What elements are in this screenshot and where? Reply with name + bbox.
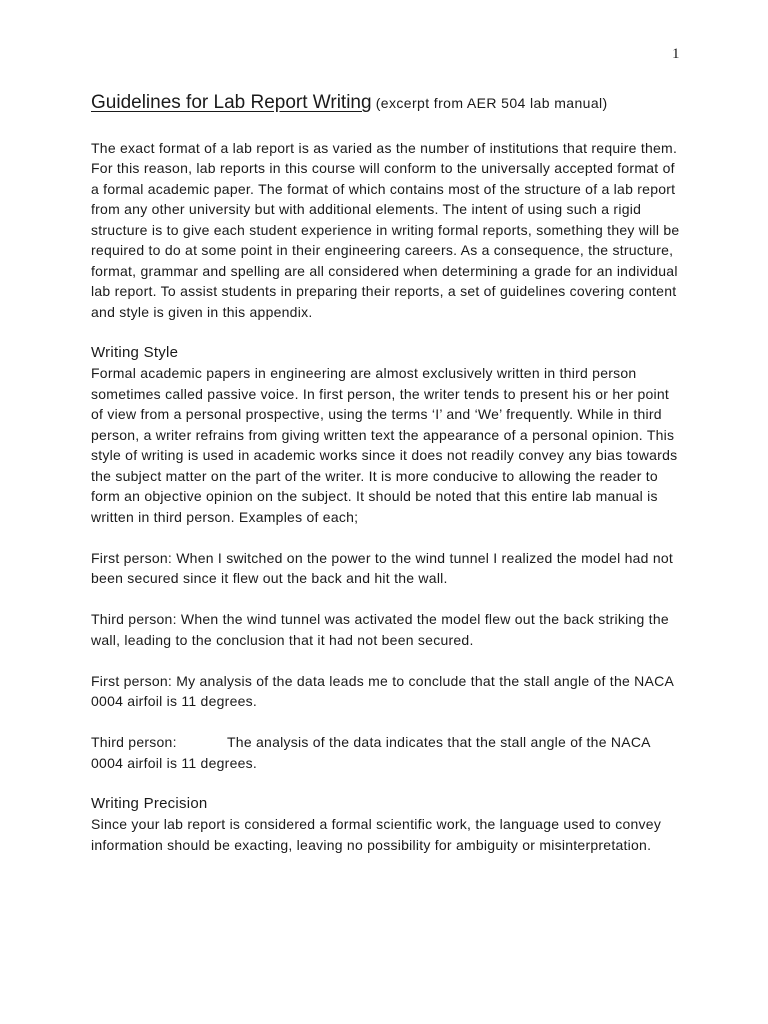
intro-paragraph: The exact format of a lab report is as varied as the number of institutions that require them. For this reason, lab reports in this course will conform to the universally accepted format of a formal academic paper. The format of which contains most of the structure of a lab report from any other university but with additional elements. The intent of using such a rigid structure is to give each student experience in writing formal reports, something they will be required to do at some point in their engineering careers. As a consequence, the structure, format, grammar and spelling are all considered when determining a grade for an individual lab report. To assist students in preparing their reports, a set of guidelines covering content and style is given in this appendix. (91, 139, 680, 320)
example-label: Third person: (91, 611, 177, 627)
example-paragraph (91, 548, 683, 589)
writing-style-heading: Writing Style (91, 343, 179, 361)
title-subtitle: (excerpt from AER 504 lab manual) (375, 95, 608, 111)
writing-precision-body: Since your lab report is considered a formal scientific work, the language used to convey information should be exacting, leaving no possibility for ambiguity or misinterpretation. (91, 816, 662, 853)
example-paragraph (91, 732, 683, 773)
example-text: The analysis of the data indicates that the stall angle of the NACA 0004 airfoil is 11 degrees. (91, 734, 650, 771)
example-text: When I switched on the power to the wind tunnel I realized the model had not been secured since it flew out the back and hit the wall. (91, 549, 674, 586)
page-number: 1 (672, 46, 680, 62)
writing-style-body: Formal academic papers in engineering are almost exclusively written in third person sometimes called passive voice. In first person, the writer tends to present his or her point of view from a personal prospective, using the terms ‘I’ and ‘We’ frequently. While in third person, a writer refrains from giving written text the appearance of a personal opinion. This style of writing is used in academic works since it does not readily convey any bias towards the subject matter on the part of the writer. It is more conducive to allowing the reader to form an objective opinion on the subject. It should be noted that this entire lab manual is written in third person. Examples of each; (91, 365, 678, 525)
example-label: First person: (91, 672, 173, 689)
example-text: My analysis of the data leads me to conclude that the stall angle of the NACA 0004 airfoil is 11 degrees. (91, 672, 674, 709)
example-text: When the wind tunnel was activated the model flew out the back striking the wall, leading to the conclusion that it had not been secured. (91, 611, 669, 648)
title-main: Guidelines for Lab Report Writing (91, 92, 372, 113)
example-paragraph (91, 671, 683, 712)
writing-precision-section (91, 794, 683, 856)
document-title (91, 93, 683, 114)
example-label: Third person: (91, 734, 177, 750)
writing-style-section (91, 343, 683, 774)
example-label: First person: (91, 549, 173, 566)
document-body (91, 93, 683, 876)
example-paragraph (91, 609, 683, 650)
writing-precision-heading: Writing Precision (91, 794, 208, 812)
